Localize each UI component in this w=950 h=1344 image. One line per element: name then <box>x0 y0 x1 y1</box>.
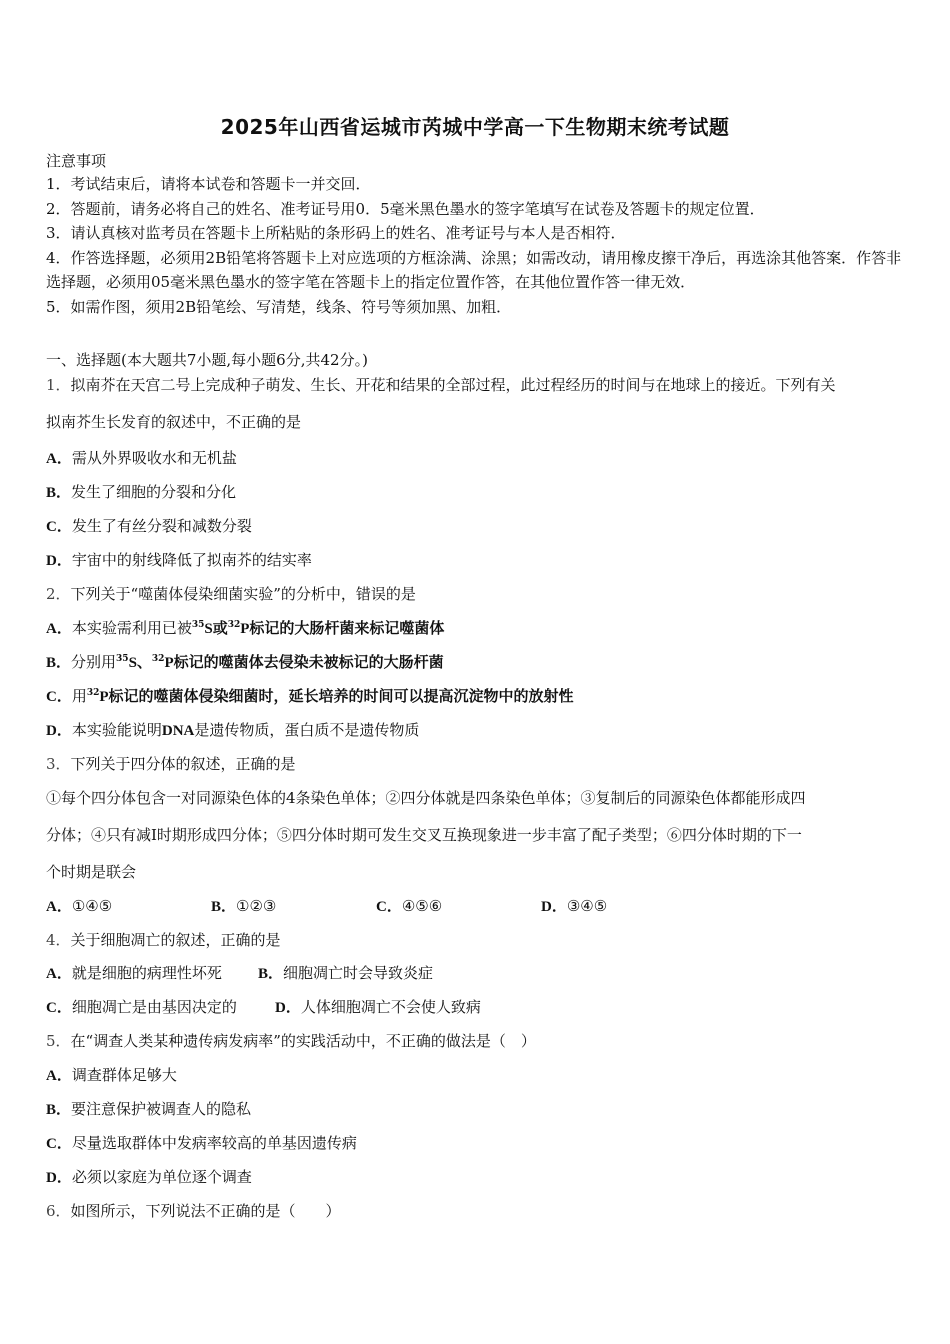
question-2-option-d <box>46 719 419 742</box>
notice-item-5: 5．如需作图，须用2B铅笔绘、写清楚，线条、符号等须加黑、加粗． <box>46 297 512 316</box>
option-text: 人体细胞凋亡不会使人致病 <box>300 998 481 1016</box>
option-text: S、 <box>128 655 152 671</box>
question-5-option-a <box>46 1064 177 1087</box>
question-1-stem-line-2: 拟南芥生长发育的叙述中，不正确的是 <box>46 413 302 431</box>
question-number: 4． <box>46 931 71 949</box>
option-label: A． <box>46 966 72 982</box>
option-text: 宇宙中的射线降低了拟南芥的结实率 <box>71 551 312 569</box>
option-label: C． <box>46 1000 72 1016</box>
option-text: 需从外界吸收水和无机盐 <box>71 449 237 467</box>
notice-heading: 注意事项 <box>46 152 107 170</box>
section-heading: 一、选择题(本大题共7小题,每小题6分,共42分。) <box>46 351 368 369</box>
isotope-mass-32: 32 <box>86 688 100 698</box>
option-text: 本实验能说明 <box>71 721 162 739</box>
option-text: ①④⑤ <box>71 897 113 915</box>
option-text: 是遗传物质，蛋白质不是遗传物质 <box>194 721 420 739</box>
question-number: 3． <box>46 755 71 773</box>
question-4-stem <box>46 929 281 951</box>
question-text: 下列关于四分体的叙述，正确的是 <box>70 755 296 773</box>
question-1-option-b <box>46 481 236 504</box>
question-number: 1． <box>46 376 71 394</box>
question-1-option-a <box>46 447 237 470</box>
option-text: 必须以家庭为单位逐个调查 <box>71 1168 252 1186</box>
question-5-option-c <box>46 1132 357 1155</box>
option-label: B． <box>46 1102 72 1118</box>
question-1-stem-line-1 <box>46 374 836 396</box>
option-text: ③④⑤ <box>566 897 608 915</box>
notice-item-4: 4．作答选择题，必须用2B铅笔将答题卡上对应选项的方框涂满、涂黑；如需改动，请用橡皮擦干净后，再选涂其他答案．作答非选择题，必须用05毫米黑色墨水的签字笔在答题卡上的指定位置作答，在其他位置作答一律无效． <box>46 248 902 291</box>
notice-item-3: 3．请认真核对监考员在答题卡上所粘贴的条形码上的姓名、准考证号与本人是否相符． <box>46 224 626 242</box>
question-5-option-d <box>46 1166 252 1189</box>
question-text: 关于细胞凋亡的叙述，正确的是 <box>70 931 281 949</box>
question-number: 5． <box>46 1032 71 1050</box>
question-5-stem <box>46 1030 536 1052</box>
question-3-option-b <box>211 895 376 918</box>
option-label: D． <box>275 1000 301 1016</box>
question-4-option-b <box>258 962 433 985</box>
question-3-body-line-1: ①每个四分体包含一对同源染色体的4条染色单体；②四分体就是四条染色单体；③复制后的同源染色体都能形成四 <box>46 789 806 807</box>
question-text: 如图所示，下列说法不正确的是（ ） <box>70 1202 341 1220</box>
question-5-option-b <box>46 1098 251 1121</box>
option-text: 细胞凋亡是由基因决定的 <box>71 998 237 1016</box>
option-text: 用 <box>71 687 87 705</box>
question-4-options-row-2 <box>46 996 481 1019</box>
option-label: C． <box>376 899 402 915</box>
question-3-option-d <box>541 895 607 918</box>
option-label: D． <box>46 723 72 739</box>
option-text: P标记的噬菌体侵染细菌时，延长培养的时间可以提高沉淀物中的放射性 <box>99 689 574 705</box>
question-4-option-c <box>46 996 275 1019</box>
option-label: A． <box>46 1068 72 1084</box>
question-3-options <box>46 895 607 918</box>
option-label: B． <box>211 899 237 915</box>
question-3-body-line-3: 个时期是联会 <box>46 863 137 881</box>
exam-title: 2025年山西省运城市芮城中学高一下生物期末统考试题 <box>220 115 730 139</box>
option-text: ①②③ <box>236 897 277 915</box>
option-label: D． <box>46 1170 72 1186</box>
option-label: D． <box>541 899 567 915</box>
isotope-mass-32: 32 <box>227 620 241 630</box>
question-1-option-d <box>46 549 312 572</box>
option-text: 发生了细胞的分裂和分化 <box>71 483 237 501</box>
option-text: ④⑤⑥ <box>401 897 443 915</box>
option-label: B． <box>258 966 284 982</box>
option-label: C． <box>46 689 72 705</box>
option-text: 分别用 <box>71 653 117 671</box>
question-3-option-a <box>46 895 211 918</box>
question-text: 拟南芥在天宫二号上完成种子萌发、生长、开花和结果的全部过程，此过程经历的时间与在地球上的接近。下列有关 <box>70 376 836 394</box>
option-label: B． <box>46 485 72 501</box>
option-text: 细胞凋亡时会导致炎症 <box>283 964 434 982</box>
option-label: A． <box>46 621 72 637</box>
option-label: C． <box>46 1136 72 1152</box>
question-2-option-a <box>46 617 444 640</box>
question-3-stem <box>46 753 296 775</box>
question-3-body-line-2: 分体；④只有减Ⅰ时期形成四分体；⑤四分体时期可发生交叉互换现象进一步丰富了配子类型；⑥四分体时期的下一 <box>46 826 802 844</box>
question-3-option-c <box>376 895 541 918</box>
question-2-option-b <box>46 651 444 674</box>
notice-item-1: 1．考试结束后，请将本试卷和答题卡一并交回． <box>46 175 371 193</box>
option-text: 调查群体足够大 <box>71 1066 177 1084</box>
isotope-mass-35: 35 <box>116 654 129 664</box>
option-text: S或 <box>204 621 228 637</box>
question-2-stem <box>46 583 416 605</box>
question-4-option-d <box>275 996 481 1019</box>
isotope-mass-35: 35 <box>191 620 205 630</box>
question-1-option-c <box>46 515 252 538</box>
option-text: 尽量选取群体中发病率较高的单基因遗传病 <box>71 1134 357 1152</box>
option-text: P标记的大肠杆菌来标记噬菌体 <box>240 621 445 637</box>
option-text: 就是细胞的病理性坏死 <box>71 964 222 982</box>
option-label: C． <box>46 519 72 535</box>
question-2-option-c <box>46 685 574 708</box>
option-label: A． <box>46 451 72 467</box>
notice-item-2: 2．答题前，请务必将自己的姓名、准考证号用0．5毫米黑色墨水的签字笔填写在试卷及答题卡的规定位置． <box>46 199 765 218</box>
option-text: 要注意保护被调查人的隐私 <box>71 1100 252 1118</box>
option-text: 发生了有丝分裂和减数分裂 <box>71 517 252 535</box>
question-4-option-a <box>46 962 258 985</box>
notice-block <box>46 150 916 319</box>
option-label: A． <box>46 899 72 915</box>
question-number: 6． <box>46 1202 71 1220</box>
question-4-options-row-1 <box>46 962 433 985</box>
question-6-stem <box>46 1200 341 1222</box>
question-number: 2． <box>46 585 71 603</box>
question-text: 下列关于“噬菌体侵染细菌实验”的分析中，错误的是 <box>70 585 416 603</box>
isotope-mass-32: 32 <box>151 654 165 664</box>
option-label: B． <box>46 655 72 671</box>
question-text: 在“调查人类某种遗传病发病率”的实践活动中，不正确的做法是（ ） <box>70 1032 536 1050</box>
option-text: 本实验需利用已被 <box>71 619 192 637</box>
option-label: D． <box>46 553 72 569</box>
option-text: DNA <box>161 723 195 739</box>
option-text: P标记的噬菌体去侵染未被标记的大肠杆菌 <box>164 655 444 671</box>
